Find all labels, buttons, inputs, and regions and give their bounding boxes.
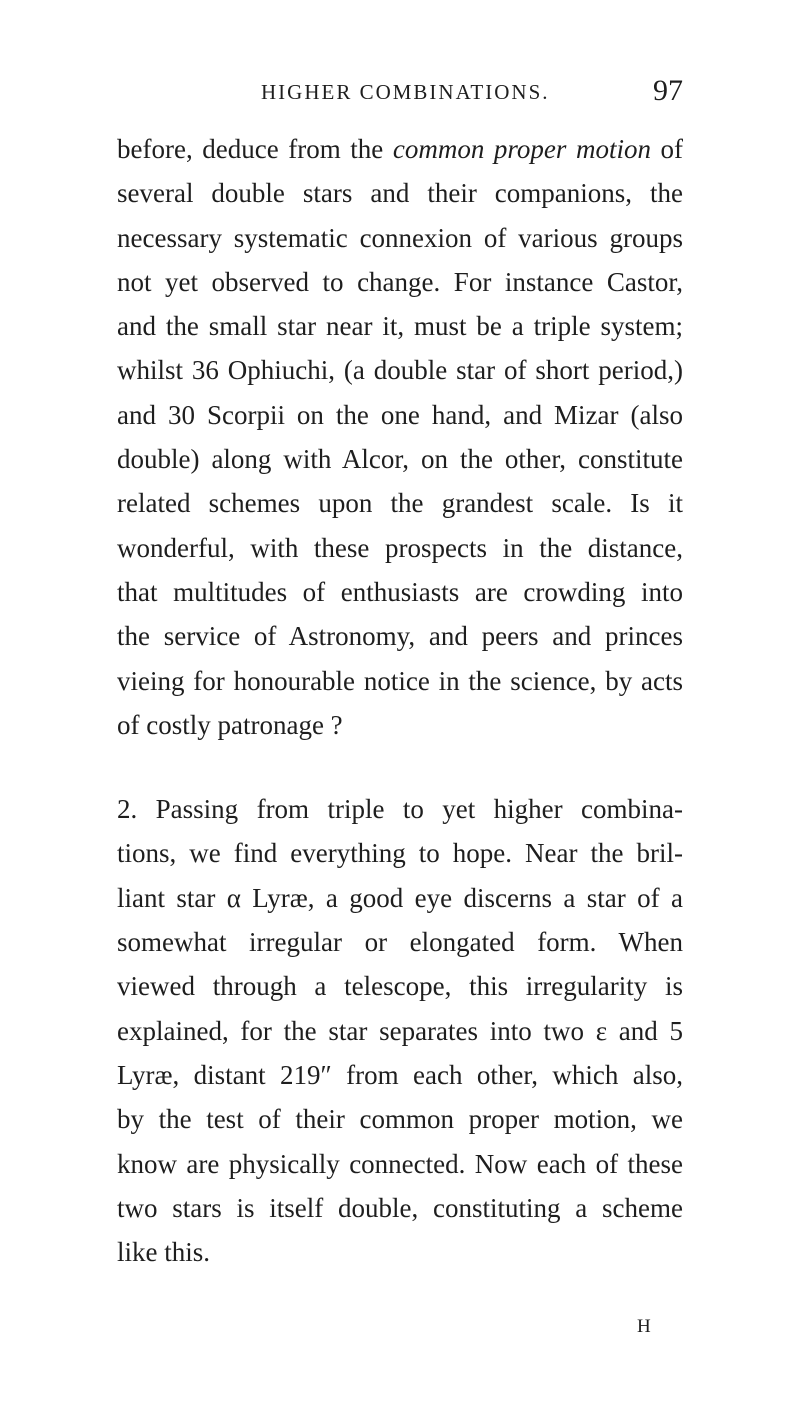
text-line: and the small star near it, must be a triple system; (117, 311, 683, 342)
text-span: before, deduce from the (117, 134, 393, 164)
text-line: two stars is itself double, constituting a scheme (117, 1192, 683, 1223)
paragraph-2 (117, 787, 683, 1274)
text-line: several double stars and their companions, the (117, 178, 683, 209)
text-line: like this. (117, 1237, 210, 1268)
text-line: wonderful, with these prospects in the distance, (117, 532, 683, 563)
text-line: by the test of their common proper motion, we (117, 1104, 683, 1135)
text-span: of (650, 134, 684, 164)
page-header (117, 76, 683, 110)
text-line: of costly patronage ? (117, 709, 343, 740)
text-line: explained, for the star separates into two ε and 5 (117, 1015, 683, 1046)
paragraph-1 (117, 127, 683, 747)
text-line: know are physically connected. Now each of these (117, 1148, 683, 1179)
running-title: HIGHER COMBINATIONS. (261, 80, 550, 104)
body-text (117, 127, 683, 1274)
signature-mark: H (637, 1316, 652, 1337)
text-line: related schemes upon the grandest scale. Is it (117, 488, 683, 519)
text-line: tions, we find everything to hope. Near the bril- (117, 838, 683, 869)
text-line: not yet observed to change. For instance Castor, (117, 266, 683, 297)
text-line: viewed through a telescope, this irregularity is (117, 971, 683, 1002)
text-line: vieing for honourable notice in the science, by acts (117, 665, 683, 696)
text-line: somewhat irregular or elongated form. When (117, 927, 683, 958)
page-number: 97 (653, 74, 683, 107)
text-line: 2. Passing from triple to yet higher combina- (117, 794, 683, 825)
text-line: whilst 36 Ophiuchi, (a double star of short period,) (117, 355, 683, 386)
text-line: Lyræ, distant 219″ from each other, which also, (117, 1059, 683, 1090)
text-line: necessary systematic connexion of various groups (117, 222, 683, 253)
italic-phrase: common proper motion (392, 134, 651, 164)
text-line: that multitudes of enthusiasts are crowding into (117, 576, 683, 607)
paragraph-gap (117, 747, 683, 787)
text-line: and 30 Scorpii on the one hand, and Mizar (also (117, 399, 683, 430)
text-line: liant star α Lyræ, a good eye discerns a star of a (117, 882, 683, 913)
text-line: double) along with Alcor, on the other, constitute (117, 444, 683, 475)
text-line (117, 127, 683, 171)
text-line: the service of Astronomy, and peers and princes (117, 621, 683, 652)
